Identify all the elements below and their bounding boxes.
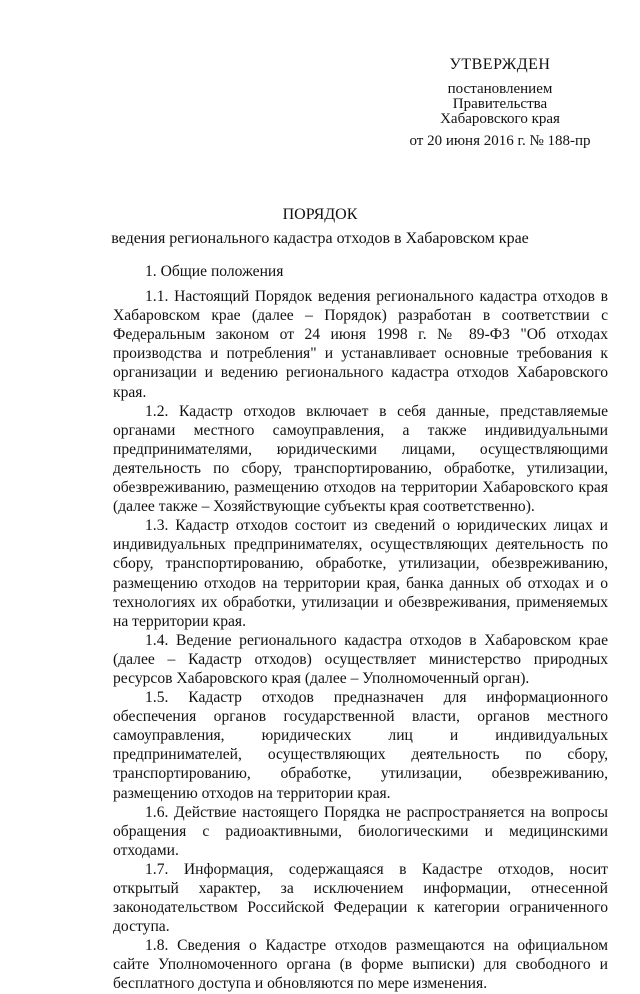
paragraph-1-8: 1.8. Сведения о Кадастре отходов размещаются на официальном сайте Уполномоченного органа (в форме выписки) для свободного и бесплатного доступа и обновляются по мере изменения.	[113, 937, 608, 993]
approval-date: от 20 июня 2016 г. № 188-пр	[409, 133, 591, 149]
approval-line-2: Правительства	[452, 96, 548, 112]
paragraph-1-4: 1.4. Ведение регионального кадастра отходов в Хабаровском крае (далее – Кадастр отходов) осуществляет министерство природных ресурсов Хабаровского края (далее – Уполномоченный орган).	[113, 631, 608, 687]
approval-line-1: постановлением	[447, 81, 553, 97]
document-body	[113, 262, 608, 994]
paragraph-1-3: 1.3. Кадастр отходов состоит из сведений о юридических лицах и индивидуальных предпринимателях, осуществляющих деятельность по сбору, транспортированию, обработке, утилизации, обезвреживанию, размещению отходов на территории края, банка данных об отходах и о технологиях их обработки, утилизации и обезвреживания, применяемых на территории края.	[113, 517, 608, 630]
section-heading: 1. Общие положения	[145, 263, 284, 280]
paragraph-1-2: 1.2. Кадастр отходов включает в себя данные, представляемые органами местного самоуправления, а также индивидуальными предпринимателями, юридическими лицами, осуществляющими деятельность по сбору, транспортированию, обработке, утилизации, обезвреживанию, размещению отходов на территории Хабаровского края (далее также – Хозяйствующие субъекты края соответственно).	[113, 402, 608, 516]
paragraph-1-5: 1.5. Кадастр отходов предназначен для информационного обеспечения органов государственной власти, органов местного самоуправления, юридических лиц и индивидуальных предпринимателей, осуществляющих деятельность по сбору, транспортированию, обработке, утилизации, обезвреживанию, размещению отходов на территории края.	[113, 689, 608, 802]
approval-stamp-block	[380, 56, 620, 149]
paragraph-1-6: 1.6. Действие настоящего Порядка не распространяется на вопросы обращения с радиоактивными, биологическими и медицинскими отходами.	[113, 803, 608, 859]
approval-line-3: Хабаровского края	[440, 111, 560, 127]
paragraph-1-1: 1.1. Настоящий Порядок ведения регионального кадастра отходов в Хабаровском крае (далее – Порядок) разработан в соответствии с Федеральным законом от 24 июня 1998 г. № 89-ФЗ "Об отходах производства и потребления" и устанавливает основные требования к организации и ведению регионального кадастра отходов Хабаровского края.	[113, 288, 608, 401]
document-title-block	[0, 206, 640, 248]
paragraph-1-7: 1.7. Информация, содержащаяся в Кадастре отходов, носит открытый характер, за исключением информации, отнесенной законодательством Российской Федерации к категории ограниченного доступа.	[113, 860, 608, 936]
approval-stamp: УТВЕРЖДЕН	[449, 56, 551, 73]
document-title: ПОРЯДОК	[282, 206, 358, 223]
document-subtitle: ведения регионального кадастра отходов в Хабаровском крае	[111, 230, 529, 247]
